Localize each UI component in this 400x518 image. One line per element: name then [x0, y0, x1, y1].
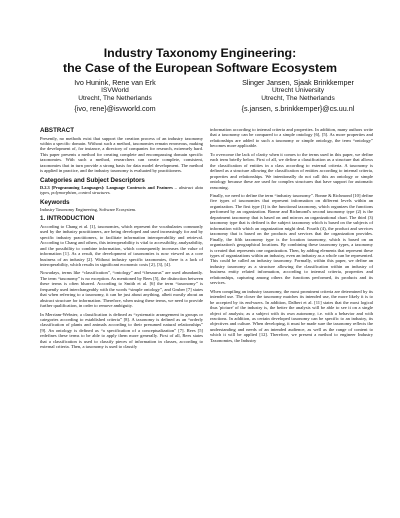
body-paragraph-3: Finally, we need to define the term “industry taxonomy”. Bonne & Richmond [10] define five types of taxonomies that represent information on different levels within an organization. The first type (1) is the functional taxonomy, which organizes the functions performed by an organization. Bonne and Richmond's second taxonomy type (2) is the department taxonomy that is based on and mirrors an organizational chart. The third (3) taxonomy type that is defined is the subject taxonomy which is based on the subjects of information with which an organization might deal. Fourth (4), the product and services taxonomy that is based on the products and services that the organization provides. Finally, the fifth taxonomy type is the location taxonomy, which is based on an organization's geographical locations. By combining these taxonomy types, a taxonomy is created that represents one organization. Then, by adding elements that represent these types of organizations within an industry, even an industry as a whole can be represented. This could be called an industry taxonomy. Formally, within this paper, we define an industry taxonomy as a structure allowing the classification within an industry of business entity related information, according to internal criteria, properties and relationships, capturing among others the functions performed, its products and its services.: [210, 192, 373, 286]
title-line-1: Industry Taxonomy Engineering:: [103, 46, 297, 60]
abstract-heading: ABSTRACT: [40, 127, 75, 134]
categories-terms: – abstract data types, polymorphism, control structures.: [40, 185, 203, 196]
categories-text: [40, 185, 203, 195]
body-paragraph-1: information according to internal criteria and properties. In addition, many authors write that a taxonomy can be compared to a simple ontology [6], [5]. As more properties and relationships are added to such a taxonomy or simple ontology, the term “ontology” becomes more applicable.: [210, 127, 373, 149]
author-location: Utrecht, The Netherlands: [261, 95, 335, 102]
categories-heading: Categories and Subject Descriptors: [40, 176, 145, 184]
author-location: Utrecht, The Netherlands: [78, 95, 152, 102]
title-line-2: the Case of the European Software Ecosystem: [62, 61, 338, 75]
author-names: Ivo Hunink, Rene van Erk: [74, 78, 156, 87]
categories-code: D.2.3 [Programming Languages]: Language Contructs and Features: [40, 185, 173, 191]
left-column: [40, 127, 203, 353]
author-email: {s.jansen, s.brinkkemper}@cs.uu.nl: [241, 104, 355, 113]
introduction-heading: 1. INTRODUCTION: [40, 215, 95, 223]
intro-paragraph-1: According to Chang et al. [1], taxonomies, which represent the vocabularies commonly used by the industry practitioners, are being developed and used increasingly for and by specific industry practitioners, to facilitate information interoperability and retrieval. According to Chang and others, this interoperability is vital to accessibility, analyzability, and the possibility to combine information, which consequently increases the value of information [1]. As a result, the development of taxonomies is now viewed as a core business of an industry [2]. Without industry specific taxonomies, there is a lack of interoperability, which results in significant economic costs [2], [3], [4].: [40, 223, 203, 267]
author-block-right: [218, 79, 378, 113]
body-paragraph-2: To overcome the lack of clarity when it comes to the terms used in this paper, we define each term briefly below. First of all, we define a classification as a structure that allows the classification of entities in a class according to external criteria. A taxonomy is defined as a structure allowing the classification of entities according to internal criteria, properties and relationships. We intentionally do not call this an ontology or simple ontology because these are used for complex structures that have support for automatic reasoning.: [210, 151, 373, 190]
intro-paragraph-3: In Merriam-Webster, a classification is defined as “systematic arrangement in groups or categories according to established criteria” [8]. A taxonomy is defined as an “orderly classification of plants and animals according to their presumed natural relationships” [9]. An ontology is defined as “a specification of a conceptualization” [7]. Rees [5] redefines these terms to be able to apply them more generally. First of all, Rees states that a classification is used to classify pieces of information in classes, according to external criteria. Then, a taxonomy is used to classify: [40, 311, 203, 350]
author-names: Slinger Jansen, Sjaak Brinkkemper: [242, 78, 354, 87]
abstract-text: Presently, no methods exist that support the creation process of an industry taxonomy within a specific domain. Without such a method, taxonomies remain erroneous, making the development of, for instance, a directory of companies for research, extremely hard. This paper presents a method for creating complete and encompassing domain specific taxonomies. With such a method, researchers can create complete, consistent, taxonomies that in turn provide a strong basis for data model development. The method is applied in practice, and the industry taxonomy is evaluated by practitioners.: [40, 135, 203, 174]
author-affiliation: ISVWorld: [101, 87, 129, 94]
author-affiliation: Utrecht University: [271, 87, 325, 94]
right-column: [210, 127, 373, 346]
author-email: {ivo, rene}@isvworld.com: [74, 104, 156, 113]
body-paragraph-4: When compiling an industry taxonomy, the most prominent criteria are determined by its intended use. The closer the taxonomy matches its intended use, the more likely it is to be accepted by its end-users. In addition, Dalbert et al. [11] states that the most logical thus 'picture' of the industry is, the better the analysis will be able to see it on a single object of analysis; as a subject with its own autonomy, i.e. with a behavior and with reactions. In addition, as certain developed taxonomy can be specific to an industry, its objectives and culture. When developing, it must be made sure the taxonomy reflects the understanding and needs of an intended audience, as well as the range of content to which it will be applied [12]. Therefore, we present a method to engineer Industry Taxonomies, the Industry: [210, 288, 373, 343]
keywords-text: Industry Taxonomy Engineering, Software Ecosystem.: [40, 207, 137, 213]
paper-title: [0, 46, 400, 76]
intro-paragraph-2: Nowadays, terms like “classification”, “ontology” and “thesaurus” are used abundantly. The term “taxonomy” is no exception. As mentioned by Rees [5], the distinction between these terms is often blurred. According to Smith et al. [6] the term “taxonomy” is frequently used interchangeably with the words “simple ontology”, and Gruber [7] states that when referring to a taxonomy, it can be just about anything, albeit mostly about an abstract structure for information. Therefore, when using these terms, we need to provide further qualification, in order to remove ambiguity.: [40, 270, 203, 309]
author-block-left: [40, 79, 190, 113]
keywords-heading: Keywords: [40, 198, 70, 206]
